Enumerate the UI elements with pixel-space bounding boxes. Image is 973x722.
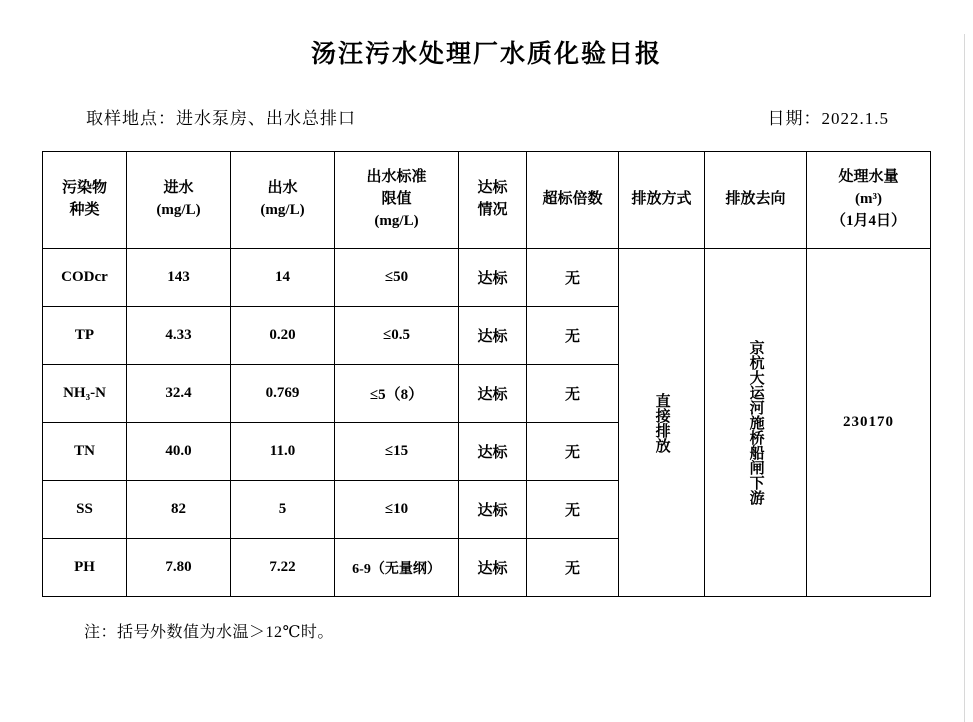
cell-exceed: 无 (527, 423, 619, 481)
cell-compliance: 达标 (459, 365, 527, 423)
cell-pollutant: TP (43, 307, 127, 365)
cell-pollutant: NH₃-N (43, 365, 127, 423)
cell-standard: ≤15 (335, 423, 459, 481)
cell-exceed: 无 (527, 249, 619, 307)
header-influent: 进水 (mg/L) (127, 152, 231, 249)
header-standard-limit: 出水标准 限值 (mg/L) (335, 152, 459, 249)
header-discharge-mode: 排放方式 (619, 152, 705, 249)
cell-treated-volume: 230170 (807, 249, 931, 597)
cell-exceed: 无 (527, 365, 619, 423)
header-effluent: 出水 (mg/L) (231, 152, 335, 249)
cell-influent: 7.80 (127, 539, 231, 597)
cell-standard: ≤5（8） (335, 365, 459, 423)
cell-effluent: 0.769 (231, 365, 335, 423)
cell-effluent: 0.20 (231, 307, 335, 365)
page-title: 汤汪污水处理厂水质化验日报 (310, 41, 662, 68)
report-page (0, 34, 973, 722)
cell-influent: 32.4 (127, 365, 231, 423)
cell-standard: 6-9（无量纲） (335, 539, 459, 597)
cell-compliance: 达标 (459, 423, 527, 481)
cell-exceed: 无 (527, 539, 619, 597)
sampling-location: 取样地点：进水泵房、出水总排口 (86, 109, 356, 128)
cell-effluent: 11.0 (231, 423, 335, 481)
header-exceed-factor: 超标倍数 (527, 152, 619, 249)
cell-effluent: 7.22 (231, 539, 335, 597)
footer-note: 注：括号外数值为水温＞12℃时。 (84, 624, 334, 641)
cell-pollutant: PH (43, 539, 127, 597)
water-quality-table (42, 151, 931, 597)
table-row (43, 249, 931, 307)
header-pollutant: 污染物 种类 (43, 152, 127, 249)
cell-influent: 143 (127, 249, 231, 307)
cell-pollutant: SS (43, 481, 127, 539)
report-date: 日期：2022.1.5 (767, 109, 889, 128)
cell-standard: ≤10 (335, 481, 459, 539)
cell-compliance: 达标 (459, 249, 527, 307)
cell-compliance: 达标 (459, 481, 527, 539)
cell-compliance: 达标 (459, 307, 527, 365)
table-header-row (43, 152, 931, 249)
cell-influent: 40.0 (127, 423, 231, 481)
cell-discharge-mode: 直接排放 (619, 249, 705, 597)
meta-row (0, 104, 973, 129)
cell-effluent: 5 (231, 481, 335, 539)
cell-standard: ≤0.5 (335, 307, 459, 365)
header-treated-volume: 处理水量 (m³) （1月4日） (807, 152, 931, 249)
header-compliance: 达标 情况 (459, 152, 527, 249)
cell-exceed: 无 (527, 481, 619, 539)
cell-discharge-destination: 京杭大运河施桥船闸下游 (705, 249, 807, 597)
cell-pollutant: TN (43, 423, 127, 481)
cell-effluent: 14 (231, 249, 335, 307)
header-discharge-destination: 排放去向 (705, 152, 807, 249)
cell-pollutant: CODcr (43, 249, 127, 307)
cell-exceed: 无 (527, 307, 619, 365)
cell-influent: 4.33 (127, 307, 231, 365)
cell-influent: 82 (127, 481, 231, 539)
cell-compliance: 达标 (459, 539, 527, 597)
cell-standard: ≤50 (335, 249, 459, 307)
page-right-margin (964, 34, 973, 722)
